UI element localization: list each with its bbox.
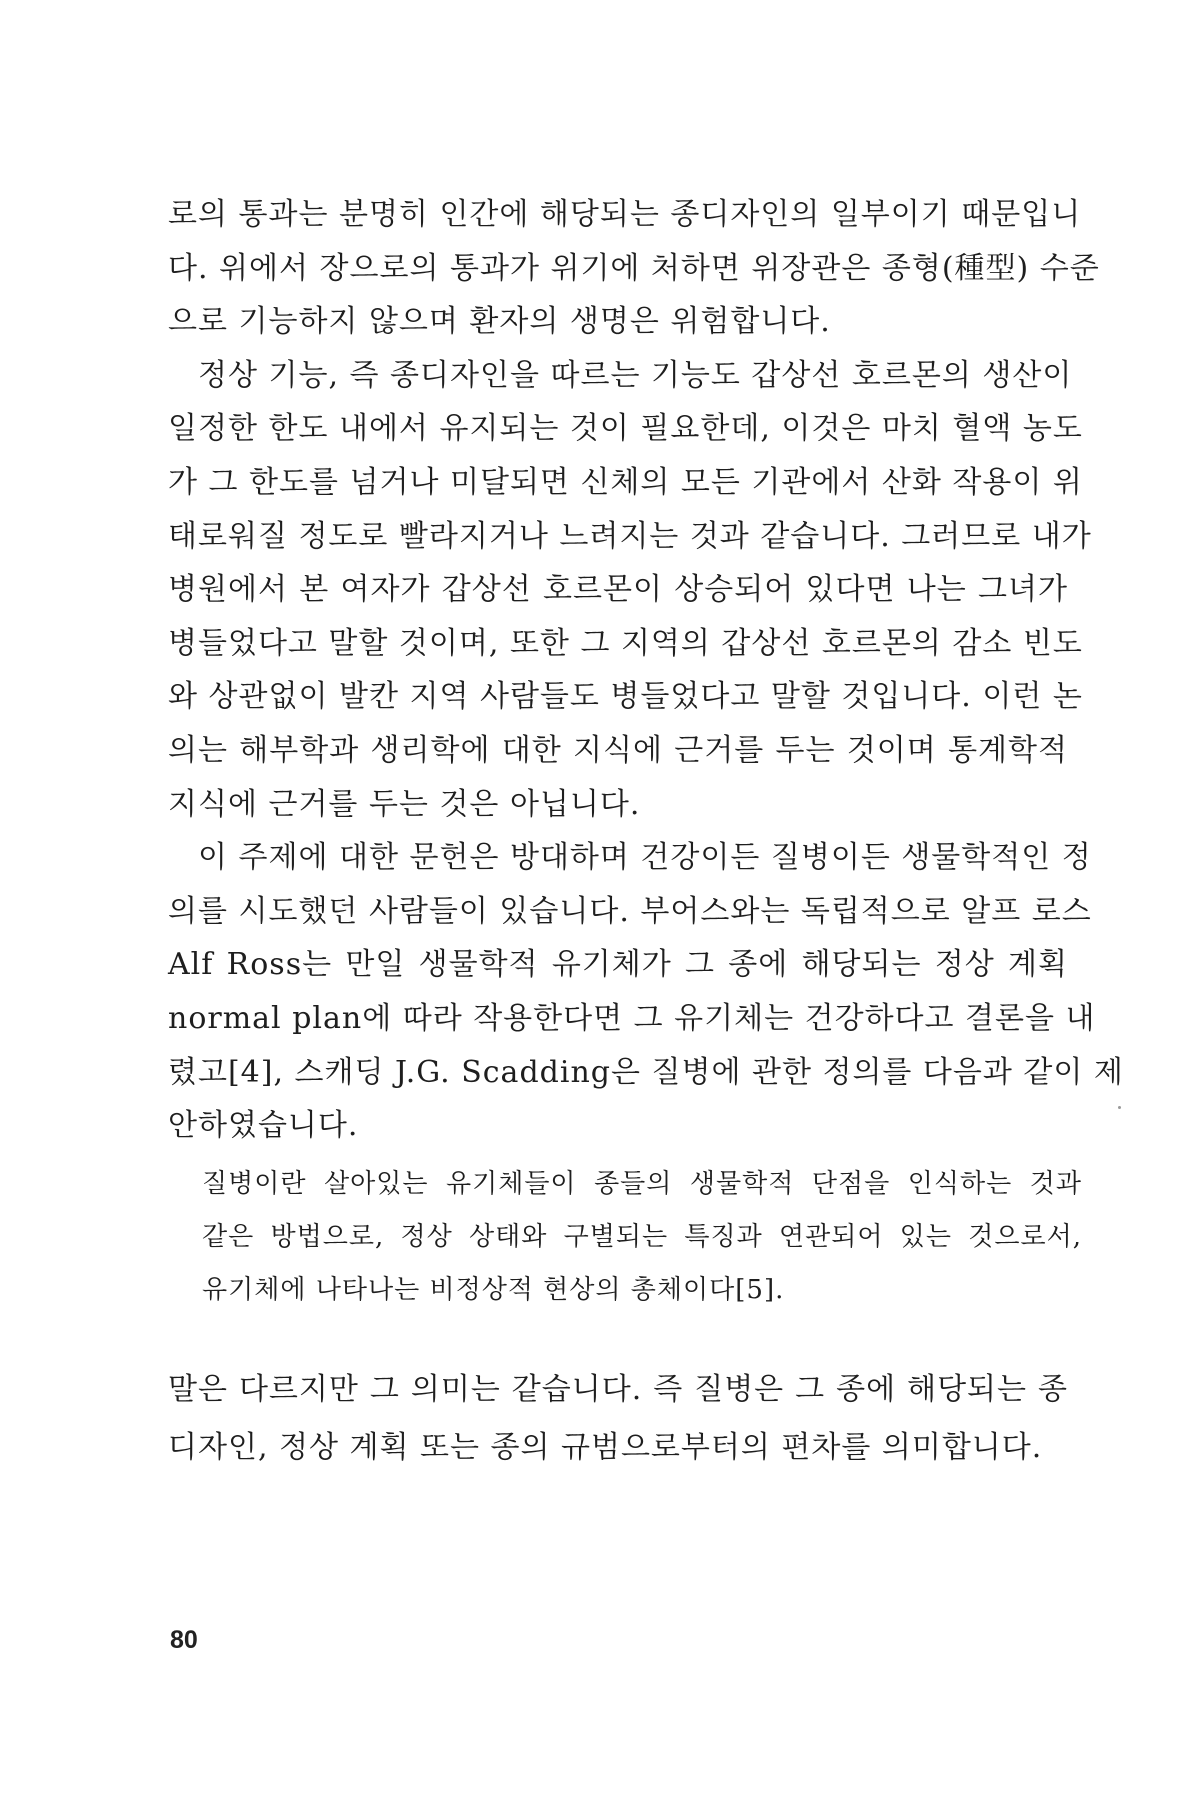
text-line: 렸고[4], 스캐딩 J.G. Scadding은 질병에 관한 정의를 다음과 같이 제 [168, 1054, 1124, 1090]
text-line: 병원에서 본 여자가 갑상선 호르몬이 상승되어 있다면 나는 그녀가 [168, 572, 1068, 608]
text-line: 의를 시도했던 사람들이 있습니다. 부어스와는 독립적으로 알프 로스 [168, 893, 1092, 929]
text-line: 이 주제에 대한 문헌은 방대하며 건강이든 질병이든 생물학적인 정 [198, 840, 1092, 876]
text-line: 로의 통과는 분명히 인간에 해당되는 종디자인의 일부이기 때문입니 [168, 197, 1082, 232]
text-line: 안하였습니다. [168, 1108, 359, 1144]
quote-line: 질병이란 살아있는 유기체들이 종들의 생물학적 단점을 인식하는 것과 [202, 1169, 1082, 1199]
text-line: 으로 기능하지 않으며 환자의 생명은 위험합니다. [168, 304, 831, 340]
text-line: 다. 위에서 장으로의 통과가 위기에 처하면 위장관은 종형(種型) 수준 [168, 250, 1100, 286]
text-line: 태로워질 정도로 빨라지거나 느려지는 것과 같습니다. 그러므로 내가 [168, 518, 1092, 554]
block-quote [202, 1158, 1082, 1317]
text-line: 가 그 한도를 넘거나 미달되면 신체의 모든 기관에서 산화 작용이 위 [168, 464, 1083, 500]
quote-line: 같은 방법으로, 정상 상태와 구별되는 특징과 연관되어 있는 것으로서, [202, 1222, 1082, 1252]
text-line: 의는 해부학과 생리학에 대한 지식에 근거를 두는 것이며 통계학적 [168, 732, 1068, 768]
text-line: 지식에 근거를 두는 것은 아닙니다. [168, 786, 641, 822]
scan-speck [1118, 1106, 1121, 1109]
paragraph [168, 1361, 1068, 1477]
paragraph [168, 831, 1124, 1153]
text-line: normal plan에 따라 작용한다면 그 유기체는 건강하다고 결론을 내 [168, 1000, 1096, 1036]
text-line: Alf Ross는 만일 생물학적 유기체가 그 종에 해당되는 정상 계획 [168, 947, 1068, 983]
text-line: 정상 기능, 즉 종디자인을 따르는 기능도 갑상선 호르몬의 생산이 [198, 357, 1073, 393]
text-line: 병들었다고 말할 것이며, 또한 그 지역의 갑상선 호르몬의 감소 빈도 [168, 625, 1083, 661]
text-line: 말은 다르지만 그 의미는 같습니다. 즉 질병은 그 종에 해당되는 종 [168, 1372, 1068, 1407]
quote-line: 유기체에 나타나는 비정상적 현상의 총체이다[5]. [202, 1275, 785, 1305]
text-line: 일정한 한도 내에서 유지되는 것이 필요한데, 이것은 마치 혈액 농도 [168, 411, 1083, 447]
body-text [168, 188, 1124, 1153]
text-line: 와 상관없이 발칸 지역 사람들도 병들었다고 말할 것입니다. 이런 논 [168, 679, 1083, 715]
paragraph [168, 188, 1100, 349]
paragraph [168, 349, 1092, 831]
page-number: 80 [170, 1626, 198, 1654]
text-line: 디자인, 정상 계획 또는 종의 규범으로부터의 편차를 의미합니다. [168, 1430, 1043, 1465]
